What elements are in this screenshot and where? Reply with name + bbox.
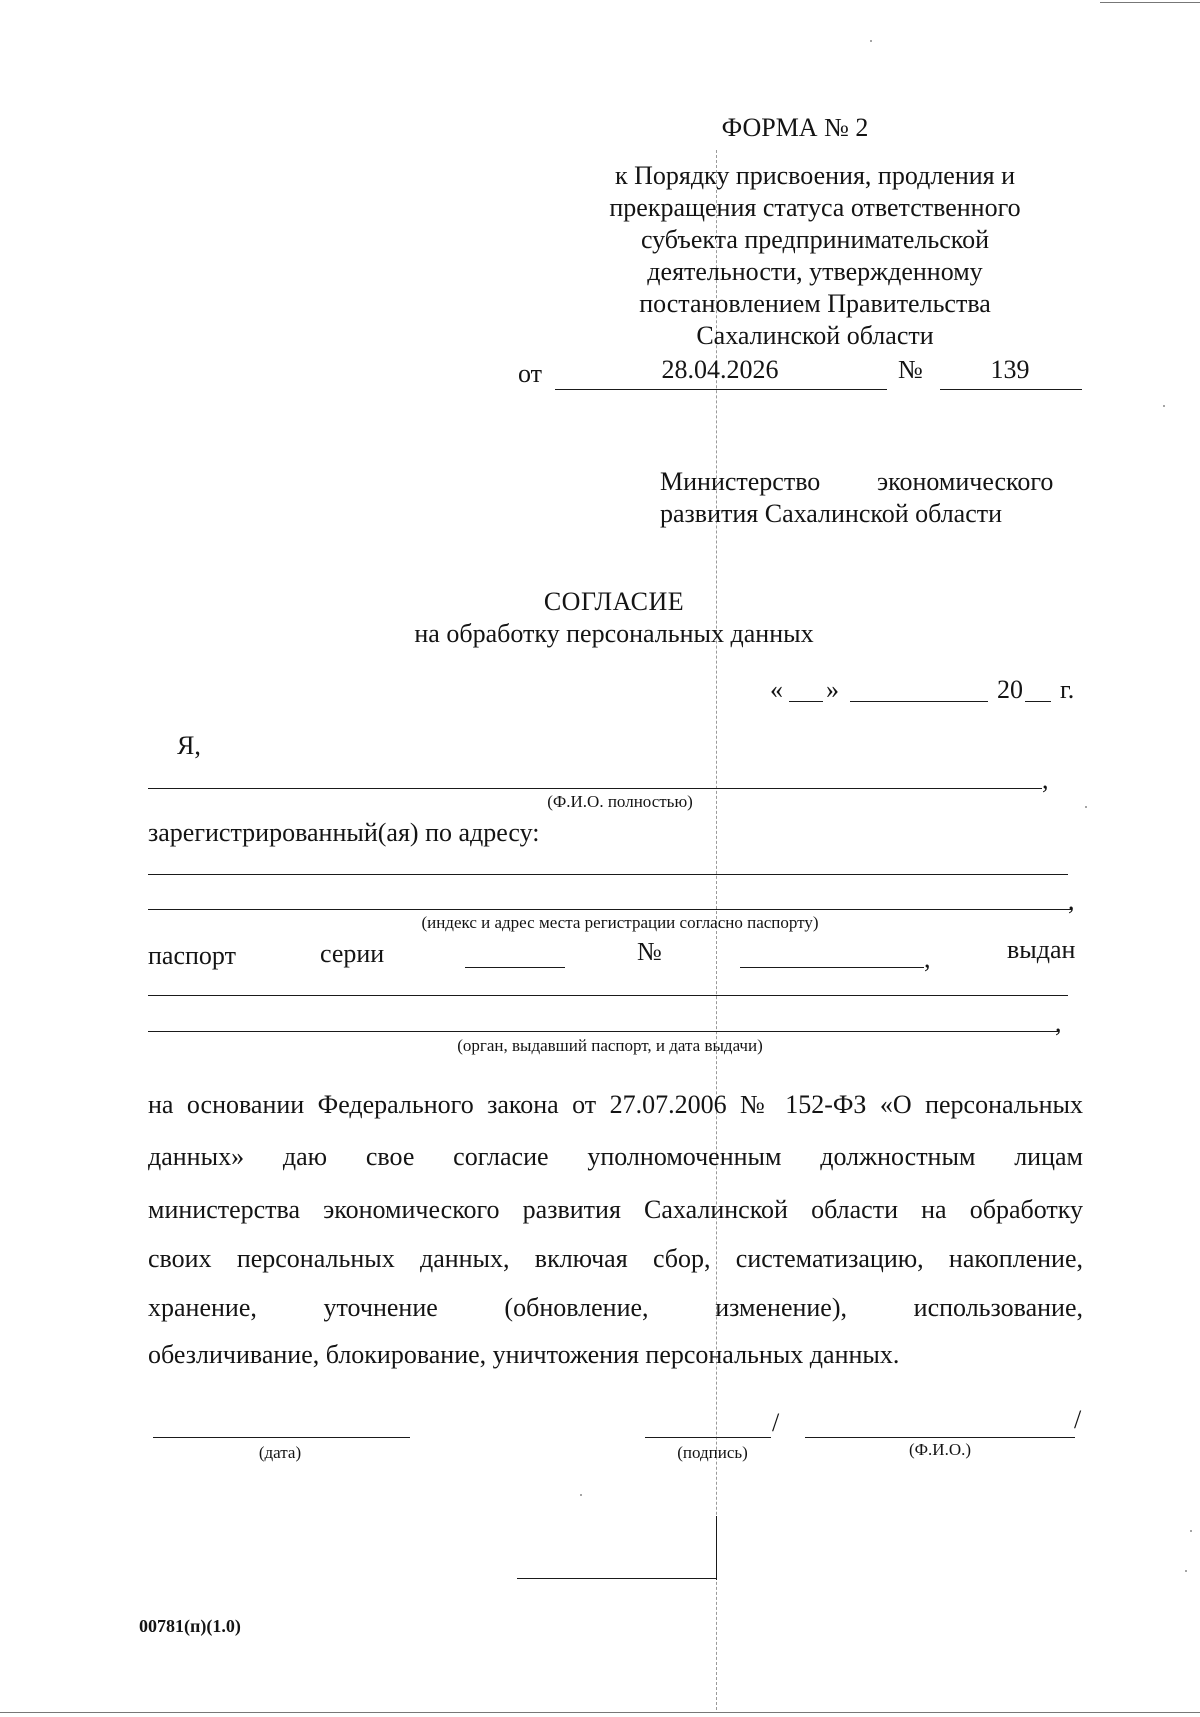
address-hint: (индекс и адрес места регистрации согласно паспорту) [421, 913, 819, 932]
approval-mark-vertical [716, 1516, 717, 1580]
form-date: 28.04.2026 [661, 355, 779, 384]
scan-top-edge [1100, 2, 1200, 3]
date-close-quote: » [826, 675, 839, 704]
date-year-prefix: 20 [997, 675, 1023, 704]
date-year-suffix: г. [1060, 675, 1075, 704]
passport-number-blank [740, 967, 924, 968]
body-line-1: на основании Федерального закона от 27.07.2006 № 152-ФЗ «О персональных [148, 1090, 1083, 1119]
scan-speck [1190, 1530, 1192, 1532]
issuer-blank-2 [148, 1031, 1058, 1032]
issuer-comma: , [1055, 1008, 1062, 1037]
addressee-line-2: развития Сахалинской области [660, 499, 1003, 528]
series-blank [465, 967, 565, 968]
date-day-blank [789, 701, 823, 702]
i-label: Я, [177, 731, 201, 760]
form-subtitle-line-2: прекращения статуса ответственного [609, 193, 1021, 222]
signature-sign-hint: (подпись) [677, 1443, 748, 1462]
body-line-4: своих персональных данных, включая сбор, систематизацию, накопление, [148, 1244, 1083, 1273]
signature-slash-1: / [772, 1408, 780, 1437]
signature-fio-hint: (Ф.И.О.) [908, 1440, 972, 1459]
fio-comma: , [1042, 765, 1049, 794]
scan-speck [1163, 405, 1165, 407]
body-line-3: министерства экономического развития Сахалинской области на обработку [148, 1195, 1083, 1224]
form-subtitle-line-3: субъекта предпринимательской [640, 225, 990, 254]
scan-speck [1085, 806, 1087, 808]
scan-speck [870, 40, 872, 42]
signature-date-blank [153, 1437, 410, 1438]
form-subtitle-line-5: постановлением Правительства [639, 289, 991, 318]
issuer-hint: (орган, выдавший паспорт, и дата выдачи) [457, 1036, 763, 1055]
form-number: 139 [990, 355, 1030, 384]
form-subtitle-line-1: к Порядку присвоения, продления и [614, 161, 1016, 190]
form-title: ФОРМА № 2 [721, 113, 869, 142]
scan-speck [1185, 1570, 1187, 1572]
approval-mark-line [517, 1578, 717, 1579]
form-number-underline [940, 389, 1082, 390]
body-line-2: данных» даю свое согласие уполномоченным должностным лицам [148, 1142, 1083, 1171]
body-line-5: хранение, уточнение (обновление, изменение), использование, [148, 1293, 1083, 1322]
from-label: от [518, 359, 543, 388]
heading-title: СОГЛАСИЕ [543, 587, 685, 616]
signature-fio-blank [805, 1437, 1075, 1438]
passport-number-label: № [637, 937, 662, 966]
footer-code: 00781(п)(1.0) [139, 1616, 241, 1636]
scan-bottom-edge [0, 1712, 1200, 1713]
registered-label: зарегистрированный(ая) по адресу: [148, 818, 540, 847]
scan-speck [580, 1494, 582, 1496]
issuer-blank-1 [148, 995, 1068, 996]
fio-blank [148, 788, 1042, 789]
address-comma: , [1068, 886, 1075, 915]
fio-hint: (Ф.И.О. полностью) [547, 792, 693, 811]
date-month-blank [850, 701, 988, 702]
signature-sign-blank [645, 1437, 771, 1438]
addressee-line-1-right: экономического [877, 467, 1054, 496]
address-blank-1 [148, 874, 1068, 875]
signature-slash-2: / [1074, 1405, 1082, 1434]
passport-number-comma: , [924, 944, 931, 973]
body-line-6: обезличивание, блокирование, уничтожения персональных данных. [148, 1340, 900, 1369]
signature-date-hint: (дата) [258, 1443, 302, 1462]
address-blank-2 [148, 909, 1072, 910]
form-subtitle-line-6: Сахалинской области [696, 321, 934, 350]
number-label: № [898, 355, 923, 384]
date-year-blank [1025, 701, 1051, 702]
addressee-line-1-left: Министерство [660, 467, 821, 496]
issued-label: выдан [1007, 935, 1076, 964]
date-open-quote: « [770, 675, 783, 704]
passport-label: паспорт [148, 941, 236, 970]
form-date-underline [555, 389, 887, 390]
heading-subtitle: на обработку персональных данных [414, 619, 814, 648]
form-subtitle-line-4: деятельности, утвержденному [647, 257, 983, 286]
series-label: серии [320, 939, 385, 968]
